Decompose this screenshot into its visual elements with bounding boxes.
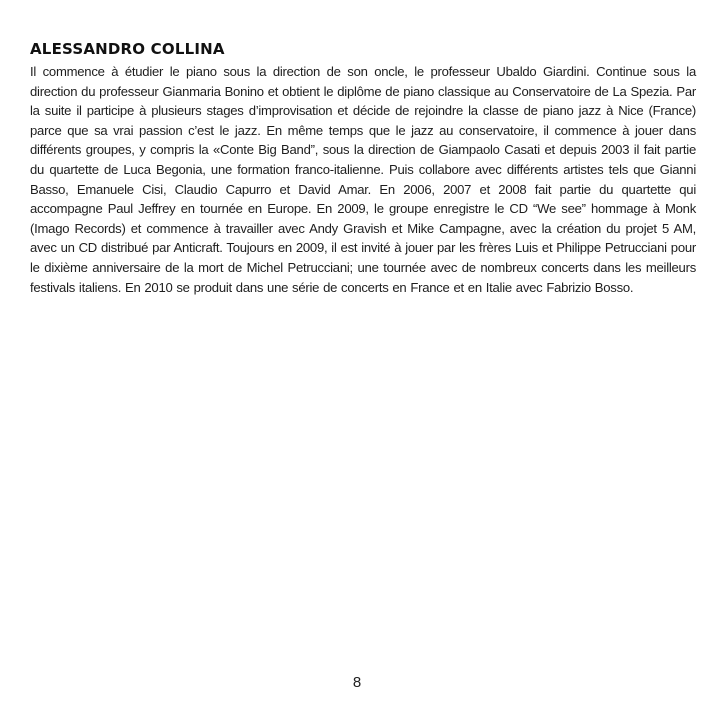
- page-title: ALESSANDRO COLLINA: [30, 40, 225, 58]
- page-number: 8: [352, 674, 362, 691]
- document-page: [30, 40, 696, 297]
- biography-paragraph: Il commence à étudier le piano sous la direction de son oncle, le professeur Ubaldo Giardini. Continue sous la direction du professeur Gianmaria Bonino et obtient le diplôme de piano classique au Conservatoire de La Spezia. Par la suite il participe à plusieurs stages d’improvisation et décide de rejoindre la classe de piano jazz à Nice (France) parce que sa vrai passion c’est le jazz. En même temps que le jazz au conservatoire, il commence à jouer dans différents groupes, y compris la «Conte Big Band”, sous la direction de Giampaolo Casati et depuis 2003 il fait partie du quartette de Luca Begonia, une formation franco-italienne. Puis collabore avec différents artistes tels que Gianni Basso, Emanuele Cisi, Claudio Capurro et David Amar. En 2006, 2007 et 2008 fait partie du quartette qui accompagne Paul Jeffrey en tournée en Europe. En 2009, le groupe enregistre le CD “We see” hommage à Monk (Imago Records) et commence à travailler avec Andy Gravish et Mike Campagne, avec la création du projet 5 AM, avec un CD distribué par Anticraft. Toujours en 2009, il est invité à jouer par les frères Luis et Philippe Petrucciani pour le dixième anniversaire de la mort de Michel Petrucciani; une tournée avec de nombreux concerts dans les meilleurs festivals italiens. En 2010 se produit dans une série de concerts en France et en Italie avec Fabrizio Bosso.: [30, 64, 696, 295]
